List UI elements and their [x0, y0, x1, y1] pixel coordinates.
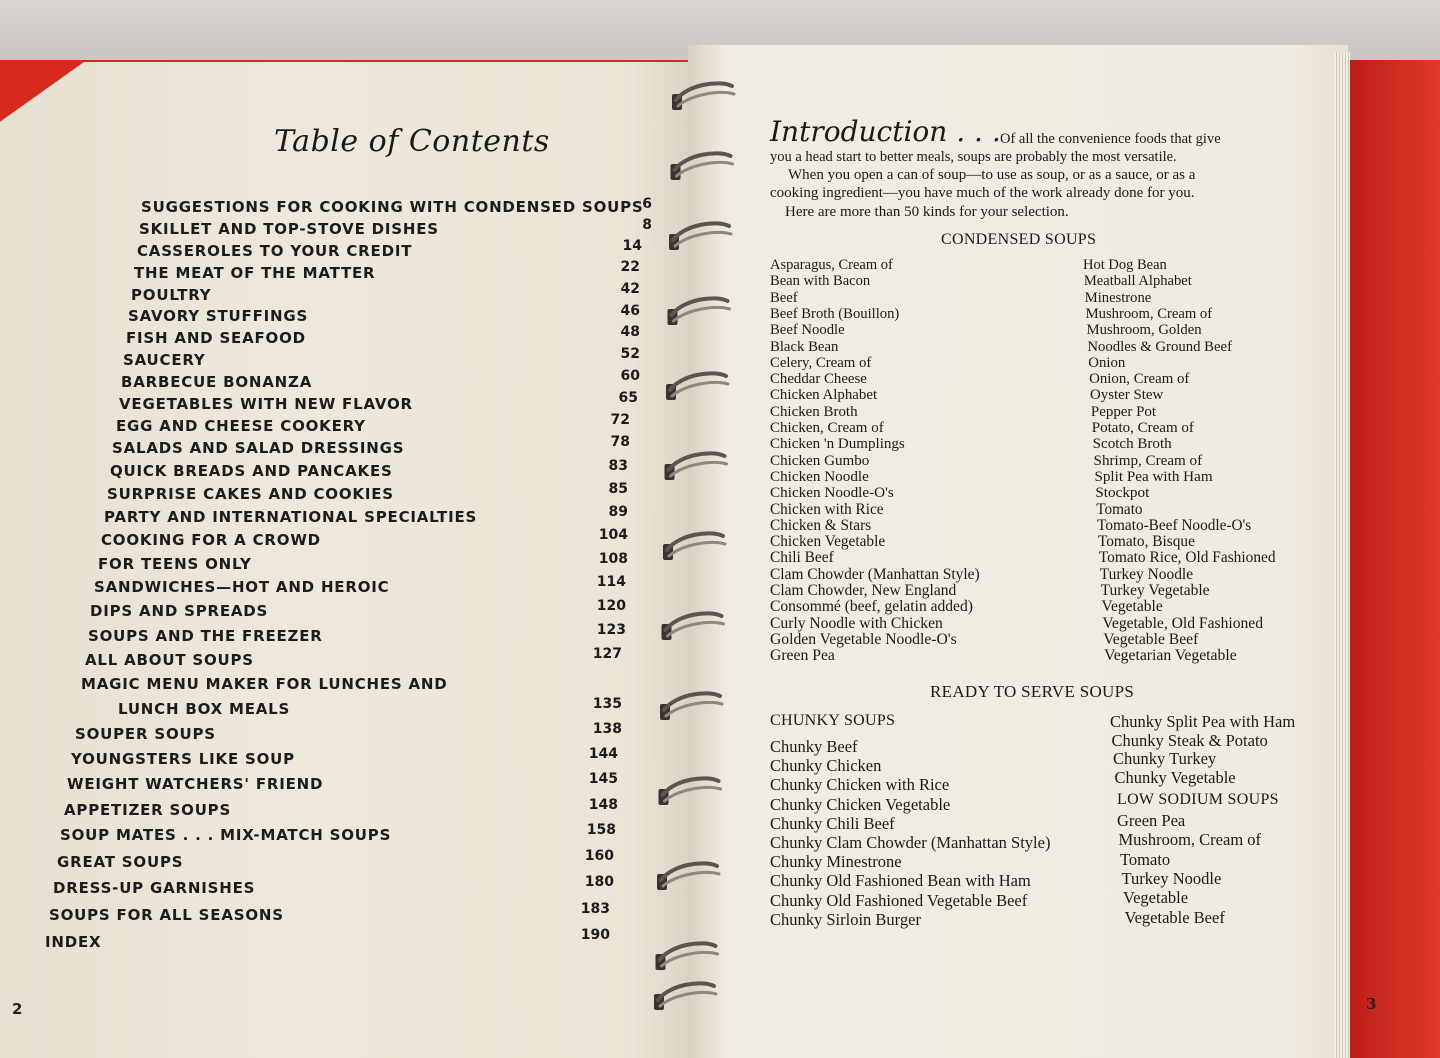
toc-entry-label: YOUNGSTERS LIKE SOUP — [71, 750, 295, 768]
toc-entry-page: 127 — [592, 646, 622, 662]
soup-list-item: Green Pea — [770, 647, 835, 665]
soup-list-item: Tomato — [1096, 500, 1143, 518]
soup-list-item: Consommé (beef, gelatin added) — [770, 598, 973, 616]
toc-entry-page: 104 — [598, 527, 628, 543]
page-edges — [1334, 52, 1350, 1058]
toc-entry-label: QUICK BREADS AND PANCAKES — [110, 462, 393, 480]
soup-list-item: Mushroom, Cream of — [1118, 830, 1262, 850]
low-sodium-heading: LOW SODIUM SOUPS — [1117, 791, 1279, 808]
toc-entry-page: 72 — [610, 412, 630, 428]
soup-list-item: Onion — [1088, 354, 1126, 371]
toc-entry-label: FISH AND SEAFOOD — [126, 329, 306, 347]
toc-entry-label: DRESS-UP GARNISHES — [53, 879, 256, 897]
soup-list-item: Chicken, Cream of — [770, 420, 884, 436]
soup-list-item: Chili Beef — [770, 549, 834, 567]
soup-list-item: Chicken 'n Dumplings — [770, 436, 905, 453]
toc-entry-page: 144 — [588, 746, 618, 762]
soup-list-item: Scotch Broth — [1092, 436, 1172, 453]
left-page-number: 2 — [12, 1000, 23, 1018]
toc-entry-page: 60 — [620, 368, 640, 384]
soup-list-item: Chunky Turkey — [1113, 749, 1217, 768]
soup-list-item: Asparagus, Cream of — [770, 257, 893, 273]
spiral-coil — [672, 83, 734, 110]
toc-entry-page: 180 — [584, 874, 614, 890]
soup-list-item: Tomato-Beef Noodle-O's — [1097, 516, 1252, 534]
soup-list-item: Clam Chowder, New England — [770, 582, 957, 599]
soup-list-item: Chunky Old Fashioned Bean with Ham — [770, 871, 1031, 891]
soup-list-item: Pepper Pot — [1090, 403, 1157, 420]
spiral-coil — [662, 613, 724, 640]
soup-list-item: Vegetable — [1123, 888, 1189, 908]
soup-list-item: Chicken Noodle — [770, 467, 869, 485]
spiral-coil — [654, 983, 716, 1010]
toc-entry-label: FOR TEENS ONLY — [98, 555, 252, 573]
toc-entry-label: SAVORY STUFFINGS — [128, 307, 309, 325]
soup-list-item: Chicken Vegetable — [770, 533, 886, 551]
soup-list-item: Chunky Chicken — [770, 756, 882, 776]
toc-title: Table of Contents — [274, 124, 550, 159]
toc-entry-label: CASSEROLES TO YOUR CREDIT — [137, 242, 413, 260]
soup-list-item: Potato, Cream of — [1091, 420, 1194, 436]
spiral-binding — [640, 60, 750, 1040]
toc-entry-label: POULTRY — [131, 286, 212, 304]
soup-list-item: Stockpot — [1095, 484, 1150, 502]
soup-list-item: Cheddar Cheese — [770, 371, 867, 388]
toc-entry-label: LUNCH BOX MEALS — [118, 700, 291, 718]
soup-list-item: Clam Chowder (Manhattan Style) — [770, 565, 980, 583]
soup-list-item: Chicken with Rice — [770, 500, 884, 518]
soup-list-item: Chicken Gumbo — [770, 452, 870, 469]
soup-list-item: Mushroom, Cream of — [1085, 305, 1213, 322]
soup-list-item: Beef — [770, 289, 798, 306]
soup-list-item: Chunky Sirloin Burger — [770, 909, 921, 929]
soup-list-item: Chicken Broth — [770, 403, 858, 420]
toc-entry-page: 135 — [592, 696, 622, 712]
introduction-title: Introduction . . . — [770, 115, 1001, 148]
toc-entry-page: 148 — [588, 797, 618, 813]
soup-list-item: Hot Dog Bean — [1083, 257, 1167, 273]
toc-entry-page: 48 — [620, 324, 640, 340]
ready-to-serve-heading: READY TO SERVE SOUPS — [930, 682, 1135, 701]
toc-entry-page: 14 — [622, 238, 642, 254]
spiral-coil — [666, 373, 728, 400]
soup-list-item: Chunky Vegetable — [1114, 767, 1236, 787]
toc-entry-page: 183 — [580, 901, 610, 917]
soup-list-item: Turkey Vegetable — [1100, 582, 1210, 599]
soup-list-item: Tomato Rice, Old Fashioned — [1098, 549, 1276, 567]
soup-list-item: Chicken Noodle-O's — [770, 484, 894, 502]
toc-entry-page: 108 — [598, 551, 628, 567]
toc-entry-label: SALADS AND SALAD DRESSINGS — [112, 439, 405, 457]
toc-entry-label: DIPS AND SPREADS — [90, 602, 269, 620]
chunky-soups-heading: CHUNKY SOUPS — [770, 712, 896, 729]
toc-entry-page: 145 — [588, 771, 618, 787]
soup-list-item: Chunky Clam Chowder (Manhattan Style) — [770, 833, 1051, 852]
toc-entry-label: VEGETABLES WITH NEW FLAVOR — [119, 395, 413, 413]
soup-list-item: Chunky Steak & Potato — [1111, 730, 1268, 750]
soup-list-item: Oyster Stew — [1090, 387, 1164, 404]
toc-entry-page: 190 — [580, 927, 610, 943]
spiral-coil — [660, 693, 722, 720]
toc-entry-label: EGG AND CHEESE COOKERY — [116, 417, 366, 435]
soup-list-item: Chicken Alphabet — [770, 387, 878, 404]
soup-list-item: Minestrone — [1084, 289, 1152, 306]
toc-entry-page: 46 — [620, 303, 640, 319]
soup-list-item: Chunky Chicken with Rice — [770, 775, 950, 795]
toc-entry-page: 52 — [620, 346, 640, 362]
soup-list-item: Chunky Beef — [770, 737, 858, 756]
soup-list-item: Onion, Cream of — [1089, 371, 1190, 388]
toc-entry-page: 6 — [642, 196, 652, 212]
soup-list-item: Chunky Minestrone — [770, 852, 902, 872]
toc-entry-label: INDEX — [45, 933, 102, 951]
toc-entry-label: MAGIC MENU MAKER FOR LUNCHES AND — [81, 675, 448, 693]
toc-entry-page: 138 — [592, 721, 622, 737]
toc-entry-label: SOUPS FOR ALL SEASONS — [49, 906, 284, 924]
condensed-soups-heading: CONDENSED SOUPS — [941, 231, 1097, 248]
soup-list-item: Chunky Old Fashioned Vegetable Beef — [770, 890, 1028, 910]
soup-list-item: Mushroom, Golden — [1086, 322, 1202, 339]
spiral-coil — [663, 533, 725, 560]
toc-entry-label: SURPRISE CAKES AND COOKIES — [107, 485, 394, 503]
soup-list-item: Celery, Cream of — [770, 354, 872, 371]
soup-list-item: Turkey Noodle — [1099, 565, 1194, 583]
toc-entry-page: 65 — [618, 390, 638, 406]
soup-list-item: Chicken & Stars — [770, 516, 872, 534]
soup-list-item: Curly Noodle with Chicken — [770, 614, 943, 632]
toc-entry-label: WEIGHT WATCHERS' FRIEND — [67, 775, 324, 793]
soup-list-item: Vegetarian Vegetable — [1104, 647, 1237, 665]
spiral-coil — [671, 153, 733, 180]
toc-entry-label: APPETIZER SOUPS — [64, 801, 232, 819]
toc-entry-page: 89 — [608, 504, 628, 520]
toc-entry-page: 83 — [608, 458, 628, 474]
toc-entry-label: SKILLET AND TOP-STOVE DISHES — [139, 220, 439, 238]
toc-entry-page: 114 — [596, 574, 626, 590]
soup-list-item: Tomato — [1120, 849, 1171, 869]
toc-entry-page: 158 — [586, 822, 616, 838]
soup-list-item: Chunky Chicken Vegetable — [770, 794, 951, 814]
soup-list-item: Vegetable, Old Fashioned — [1102, 614, 1264, 632]
toc-entry-label: SOUPS AND THE FREEZER — [88, 627, 323, 645]
toc-entry-label: COOKING FOR A CROWD — [101, 531, 321, 549]
toc-entry-label: PARTY AND INTERNATIONAL SPECIALTIES — [104, 508, 478, 526]
soup-list-item: Vegetable Beef — [1103, 630, 1199, 648]
toc-entry-page: 8 — [642, 217, 652, 233]
toc-entry-label: SOUPER SOUPS — [75, 725, 216, 743]
soup-list-item: Vegetable Beef — [1124, 907, 1225, 927]
soup-list-item: Turkey Noodle — [1121, 868, 1222, 888]
spiral-coil — [669, 223, 731, 250]
toc-entry-label: SAUCERY — [123, 351, 206, 369]
toc-entry-page: 22 — [620, 259, 640, 275]
soup-list-item: Meatball Alphabet — [1083, 273, 1192, 290]
intro-line: Of all the convenience foods that give — [1000, 131, 1221, 147]
intro-line: When you open a can of soup—to use as soup, or as a sauce, or as a — [788, 167, 1196, 183]
soup-list-item: Chunky Split Pea with Ham — [1110, 712, 1296, 731]
spiral-coil — [665, 453, 727, 480]
soup-list-item: Noodles & Ground Beef — [1087, 338, 1232, 355]
soup-list-item: Golden Vegetable Noodle-O's — [770, 630, 957, 648]
intro-line: you a head start to better meals, soups are probably the most versatile. — [770, 149, 1177, 165]
toc-entry-label: SUGGESTIONS FOR COOKING WITH CONDENSED SOUPS — [141, 198, 644, 216]
toc-entry-page: 123 — [596, 622, 626, 638]
toc-entry-label: BARBECUE BONANZA — [121, 373, 313, 391]
spiral-coil — [668, 298, 730, 325]
toc-entry-page: 160 — [584, 848, 614, 864]
right-page-number: 3 — [1366, 995, 1377, 1013]
soup-list-item: Tomato, Bisque — [1097, 533, 1195, 551]
toc-entry-label: THE MEAT OF THE MATTER — [134, 264, 376, 282]
soup-list-item: Black Bean — [770, 338, 839, 355]
soup-list-item: Shrimp, Cream of — [1093, 452, 1203, 469]
book-cover-edge — [1340, 60, 1440, 1058]
spiral-coil — [656, 943, 718, 970]
toc-entry-label: SANDWICHES—HOT AND HEROIC — [94, 578, 390, 596]
spiral-coil — [659, 778, 721, 805]
soup-list-item: Beef Broth (Bouillon) — [770, 305, 900, 322]
soup-list-item: Bean with Bacon — [770, 273, 871, 290]
spiral-coil — [657, 863, 719, 890]
toc-entry-page: 85 — [608, 481, 628, 497]
toc-entry-page: 120 — [596, 598, 626, 614]
intro-line: cooking ingredient—you have much of the work already done for you. — [770, 185, 1195, 201]
toc-entry-label: GREAT SOUPS — [57, 853, 184, 871]
soup-list-item: Beef Noodle — [770, 322, 845, 339]
soup-list-item: Chunky Chili Beef — [770, 813, 895, 833]
soup-list-item: Vegetable — [1101, 598, 1163, 616]
toc-entry-page: 42 — [620, 281, 640, 297]
toc-entry-label: ALL ABOUT SOUPS — [85, 651, 254, 669]
soup-list-item: Green Pea — [1117, 811, 1186, 830]
toc-entry-label: SOUP MATES . . . MIX-MATCH SOUPS — [60, 826, 392, 844]
soup-list-item: Split Pea with Ham — [1094, 467, 1213, 485]
intro-line: Here are more than 50 kinds for your selection. — [785, 204, 1069, 220]
toc-entry-page: 78 — [610, 434, 630, 450]
